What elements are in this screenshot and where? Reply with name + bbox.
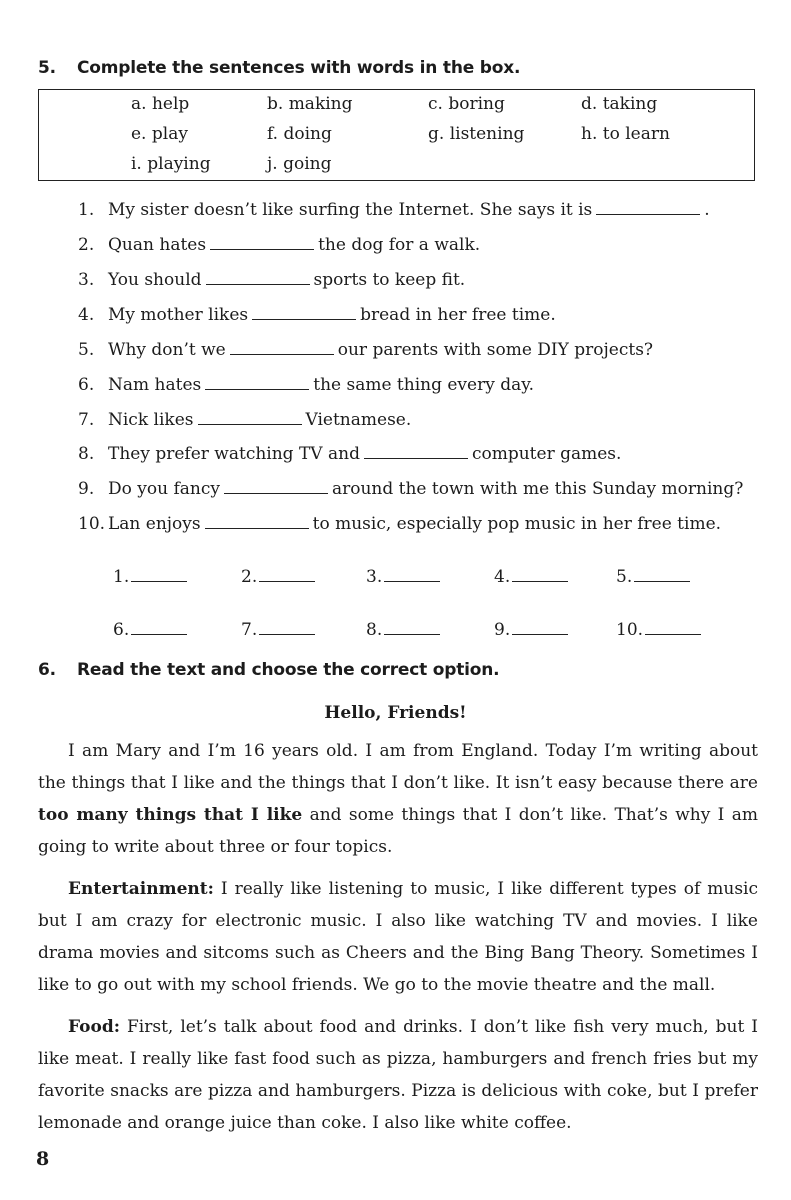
question-number: 9. — [78, 479, 95, 499]
answer-slot — [366, 567, 440, 587]
answer-line[interactable] — [512, 620, 568, 635]
paragraph-label: Food: — [68, 1017, 120, 1037]
question-text-before: My sister doesn’t like surfing the Internet. She says it is — [108, 200, 593, 220]
answer-slot — [241, 567, 315, 587]
word-option: i. playing — [131, 154, 211, 174]
answer-line[interactable] — [131, 567, 187, 582]
question-text-after: Vietnamese. — [305, 410, 412, 430]
question-text-before: Nick likes — [108, 410, 194, 430]
bold-phrase: too many things that I like — [38, 805, 303, 825]
answer-blank[interactable] — [596, 200, 700, 215]
question-item — [78, 444, 621, 464]
exercise-5-instruction: Complete the sentences with words in the box. — [77, 58, 521, 78]
word-option: g. listening — [428, 124, 525, 144]
question-item — [78, 514, 721, 534]
question-text-before: Do you fancy — [108, 479, 220, 499]
question-number: 6. — [78, 375, 95, 395]
reading-paragraph-food — [38, 1011, 758, 1139]
question-text-before: They prefer watching TV and — [108, 444, 360, 464]
answer-slot-label: 1. — [113, 567, 130, 587]
paragraph-text: and some things that I don’t like. That’s why I am going to write about three or four topics. — [38, 805, 758, 857]
question-text-after: to music, especially pop music in her free time. — [312, 514, 722, 534]
reading-paragraph-entertainment — [38, 873, 758, 1001]
question-text-after: our parents with some DIY projects? — [337, 340, 654, 360]
answer-slot — [616, 567, 690, 587]
question-number: 5. — [78, 340, 95, 360]
paragraph-text: I am Mary and I’m 16 years old. I am from England. Today I’m writing about the things that I like and the things that I don’t like. It isn’t easy because there are — [38, 741, 758, 793]
paragraph-text: I really like listening to music, I like different types of music but I am crazy for electronic music. I also like watching TV and movies. I like drama movies and sitcoms such as Cheers and the Bing Bang Theory. Sometimes I like to go out with my school friends. We go to the movie theatre and the mall. — [38, 879, 759, 995]
answer-slot — [113, 620, 187, 640]
exercise-6-instruction: Read the text and choose the correct option. — [77, 660, 500, 680]
question-number: 3. — [78, 270, 95, 290]
word-option: h. to learn — [581, 124, 670, 144]
question-text-after: . — [704, 200, 710, 220]
answer-line[interactable] — [259, 620, 315, 635]
paragraph-label: Entertainment: — [68, 879, 214, 899]
answer-slot-label: 5. — [616, 567, 633, 587]
question-text-before: My mother likes — [108, 305, 249, 325]
word-option: b. making — [267, 94, 353, 114]
question-number: 1. — [78, 200, 95, 220]
question-text-before: Lan enjoys — [108, 514, 201, 534]
word-option: c. boring — [428, 94, 505, 114]
answer-blank[interactable] — [198, 410, 302, 425]
answer-blank[interactable] — [205, 375, 309, 390]
question-number: 7. — [78, 410, 95, 430]
question-number: 10. — [78, 514, 106, 534]
answer-line[interactable] — [512, 567, 568, 582]
question-text-after: computer games. — [471, 444, 622, 464]
question-text-before: You should — [108, 270, 202, 290]
answer-blank[interactable] — [210, 235, 314, 250]
answer-slot — [241, 620, 315, 640]
answer-slot-label: 6. — [113, 620, 130, 640]
answer-line[interactable] — [384, 567, 440, 582]
question-item — [78, 410, 411, 430]
question-text-after: around the town with me this Sunday morning? — [331, 479, 744, 499]
question-text-before: Nam hates — [108, 375, 202, 395]
answer-slot-label: 2. — [241, 567, 258, 587]
reading-paragraph-intro — [38, 735, 758, 863]
exercise-6-number: 6. — [38, 660, 56, 680]
answer-slot — [494, 620, 568, 640]
question-text-before: Quan hates — [108, 235, 207, 255]
answer-slot-label: 7. — [241, 620, 258, 640]
answer-slot — [616, 620, 701, 640]
question-number: 2. — [78, 235, 95, 255]
question-number: 4. — [78, 305, 95, 325]
question-item — [78, 200, 710, 220]
paragraph-text: First, let’s talk about food and drinks. I don’t like fish very much, but I like meat. I really like fast food such as pizza, hamburgers and french fries but my favorite snacks are pizza and hamburgers. Pizza is delicious with coke, but I prefer lemonade and orange juice than coke. I also like white coffee. — [38, 1017, 758, 1133]
answer-slot — [113, 567, 187, 587]
question-text-after: the same thing every day. — [313, 375, 535, 395]
answer-line[interactable] — [384, 620, 440, 635]
answer-line[interactable] — [259, 567, 315, 582]
exercise-5-heading — [38, 58, 520, 78]
page-number: 8 — [36, 1148, 50, 1170]
answer-line[interactable] — [131, 620, 187, 635]
word-option: f. doing — [267, 124, 332, 144]
question-item — [78, 270, 465, 290]
answer-blank[interactable] — [206, 270, 310, 285]
word-option: a. help — [131, 94, 190, 114]
answer-blank[interactable] — [205, 514, 309, 529]
question-item — [78, 479, 743, 499]
exercise-6-heading — [38, 660, 499, 680]
answer-blank[interactable] — [230, 340, 334, 355]
question-item — [78, 340, 653, 360]
question-text-after: bread in her free time. — [360, 305, 556, 325]
answer-blank[interactable] — [252, 305, 356, 320]
word-box — [38, 89, 755, 181]
reading-title: Hello, Friends! — [324, 703, 467, 723]
answer-slot-label: 8. — [366, 620, 383, 640]
answer-blank[interactable] — [364, 444, 468, 459]
answer-slot-label: 9. — [494, 620, 511, 640]
answer-slot-label: 3. — [366, 567, 383, 587]
answer-blank[interactable] — [224, 479, 328, 494]
question-text-before: Why don’t we — [108, 340, 226, 360]
question-item — [78, 305, 556, 325]
word-option: d. taking — [581, 94, 658, 114]
answer-slot — [494, 567, 568, 587]
question-number: 8. — [78, 444, 95, 464]
answer-slot-label: 4. — [494, 567, 511, 587]
answer-slot-label: 10. — [616, 620, 644, 640]
question-text-after: sports to keep fit. — [313, 270, 466, 290]
answer-line[interactable] — [634, 567, 690, 582]
question-text-after: the dog for a walk. — [318, 235, 481, 255]
answer-line[interactable] — [645, 620, 701, 635]
question-item — [78, 375, 534, 395]
word-option: e. play — [131, 124, 188, 144]
exercise-5-number: 5. — [38, 58, 56, 78]
word-option: j. going — [267, 154, 332, 174]
question-item — [78, 235, 480, 255]
answer-slot — [366, 620, 440, 640]
